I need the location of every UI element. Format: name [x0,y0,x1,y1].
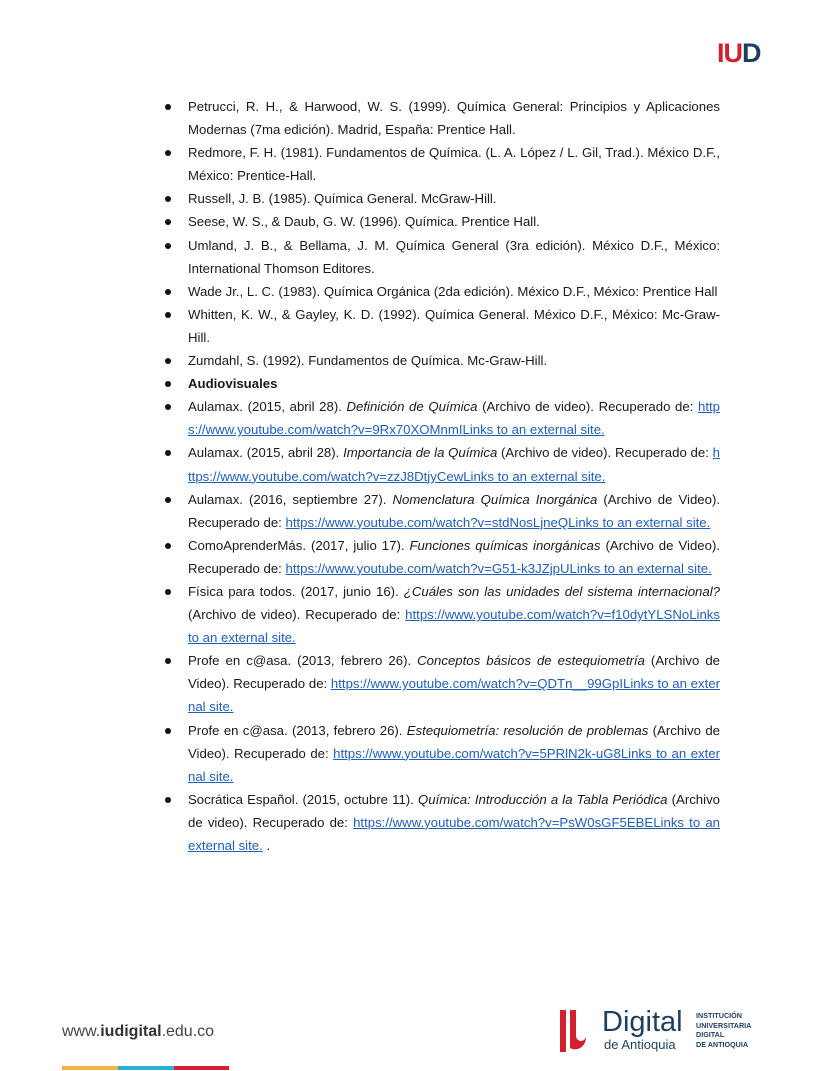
video-link[interactable]: https://www.youtube.com/watch?v=9Rx70XOMnmILinks to an external site. [188,399,720,438]
video-reference-item: Aulamax. (2015, abril 28). Definición de Química (Archivo de video). Recuperado de: https://www.youtube.com/watch?v=9Rx70XOMnmILinks to an external site. [160,395,720,441]
video-title: Química: Introducción a la Tabla Periódica [417,791,668,807]
institution-name: INSTITUCIÓN UNIVERSITARIA DIGITAL DE ANTIOQUIA [696,1011,752,1049]
video-reference-item: Aulamax. (2016, septiembre 27). Nomenclatura Química Inorgánica (Archivo de Video). Recuperado de: https://www.youtube.com/watch?v=stdNosLjneQLinks to an external site. [160,488,720,534]
video-link[interactable]: https://www.youtube.com/watch?v=stdNosLjneQLinks to an external site. [285,514,711,530]
footer-bar-red [174,1066,229,1070]
video-link[interactable]: https://www.youtube.com/watch?v=PsW0sGF5EBELinks to an external site. [188,814,720,853]
video-link[interactable]: https://www.youtube.com/watch?v=5PRlN2k-uG8Links to an external site. [188,745,721,784]
video-title: Nomenclatura Química Inorgánica [392,491,598,507]
footer-bar-yellow [62,1066,118,1070]
section-heading: Audiovisuales [160,372,720,395]
iudigital-footer-logo: Digital de Antioquia INSTITUCIÓN UNIVERSITARIA DIGITAL DE ANTIOQUIA [560,1010,770,1054]
footer-bar-blue [118,1066,174,1070]
video-title: Conceptos básicos de estequiometría [417,653,645,669]
video-link[interactable]: https://www.youtube.com/watch?v=QDTn__99GpILinks to an external site. [188,676,720,715]
iud-logo: IUD [717,38,761,68]
video-title: ¿Cuáles son las unidades del sistema internacional? [403,583,720,599]
reference-item: Redmore, F. H. (1981). Fundamentos de Química. (L. A. López / L. Gil, Trad.). México D.F., México: Prentice-Hall. [160,141,720,187]
video-title: Importancia de la Química [343,445,498,461]
video-reference-item: Socrática Español. (2015, octubre 11). Química: Introducción a la Tabla Periódica (Archivo de video). Recuperado de: https://www.youtube.com/watch?v=PsW0sGF5EBELinks to an external site. . [160,788,720,857]
video-reference-item: Profe en c@asa. (2013, febrero 26). Estequiometría: resolución de problemas (Archivo de Video). Recuperado de: https://www.youtube.com/watch?v=5PRlN2k-uG8Links to an external site. [160,719,720,788]
video-link[interactable]: https://www.youtube.com/watch?v=f10dytYLSNoLinks to an external site. [188,607,720,646]
reference-item: Petrucci, R. H., & Harwood, W. S. (1999). Química General: Principios y Aplicaciones Modernas (7ma edición). Madrid, España: Prentice Hall. [160,95,720,141]
footer-website[interactable]: www.iudigital.edu.co [62,1023,215,1040]
reference-item: Whitten, K. W., & Gayley, K. D. (1992). Química General. México D.F., México: Mc-Graw-Hill. [160,303,720,349]
reference-item: Russell, J. B. (1985). Química General. McGraw-Hill. [160,187,720,210]
video-title: Definición de Química [346,399,478,415]
video-reference-item: Aulamax. (2015, abril 28). Importancia de la Química (Archivo de video). Recuperado de: https://www.youtube.com/watch?v=zzJ8DtjyCewLinks to an external site. [160,441,720,487]
video-link[interactable]: https://www.youtube.com/watch?v=G51-k3JZjpULinks to an external site. [285,560,712,576]
reference-item: Wade Jr., L. C. (1983). Química Orgánica (2da edición). México D.F., México: Prentice Hall [160,280,720,303]
video-title: Estequiometría: resolución de problemas [406,722,649,738]
reference-list [160,95,720,857]
video-reference-item: ComoAprenderMás. (2017, julio 17). Funciones químicas inorgánicas (Archivo de Video). Recuperado de: https://www.youtube.com/watch?v=G51-k3JZjpULinks to an external site. [160,534,720,580]
iu-mark-icon [560,1010,586,1052]
video-link[interactable]: https://www.youtube.com/watch?v=zzJ8DtjyCewLinks to an external site. [188,445,720,484]
reference-item: Umland, J. B., & Bellama, J. M. Química General (3ra edición). México D.F., México: International Thomson Editores. [160,234,720,280]
video-reference-item: Física para todos. (2017, junio 16). ¿Cuáles son las unidades del sistema internacional? (Archivo de video). Recuperado de: https://www.youtube.com/watch?v=f10dytYLSNoLinks to an external site. [160,580,720,649]
reference-item: Seese, W. S., & Daub, G. W. (1996). Química. Prentice Hall. [160,210,720,233]
video-title: Funciones químicas inorgánicas [409,537,601,553]
video-reference-item: Profe en c@asa. (2013, febrero 26). Conceptos básicos de estequiometría (Archivo de Video). Recuperado de: https://www.youtube.com/watch?v=QDTn__99GpILinks to an external site. [160,649,720,718]
reference-item: Zumdahl, S. (1992). Fundamentos de Química. Mc-Graw-Hill. [160,349,720,372]
